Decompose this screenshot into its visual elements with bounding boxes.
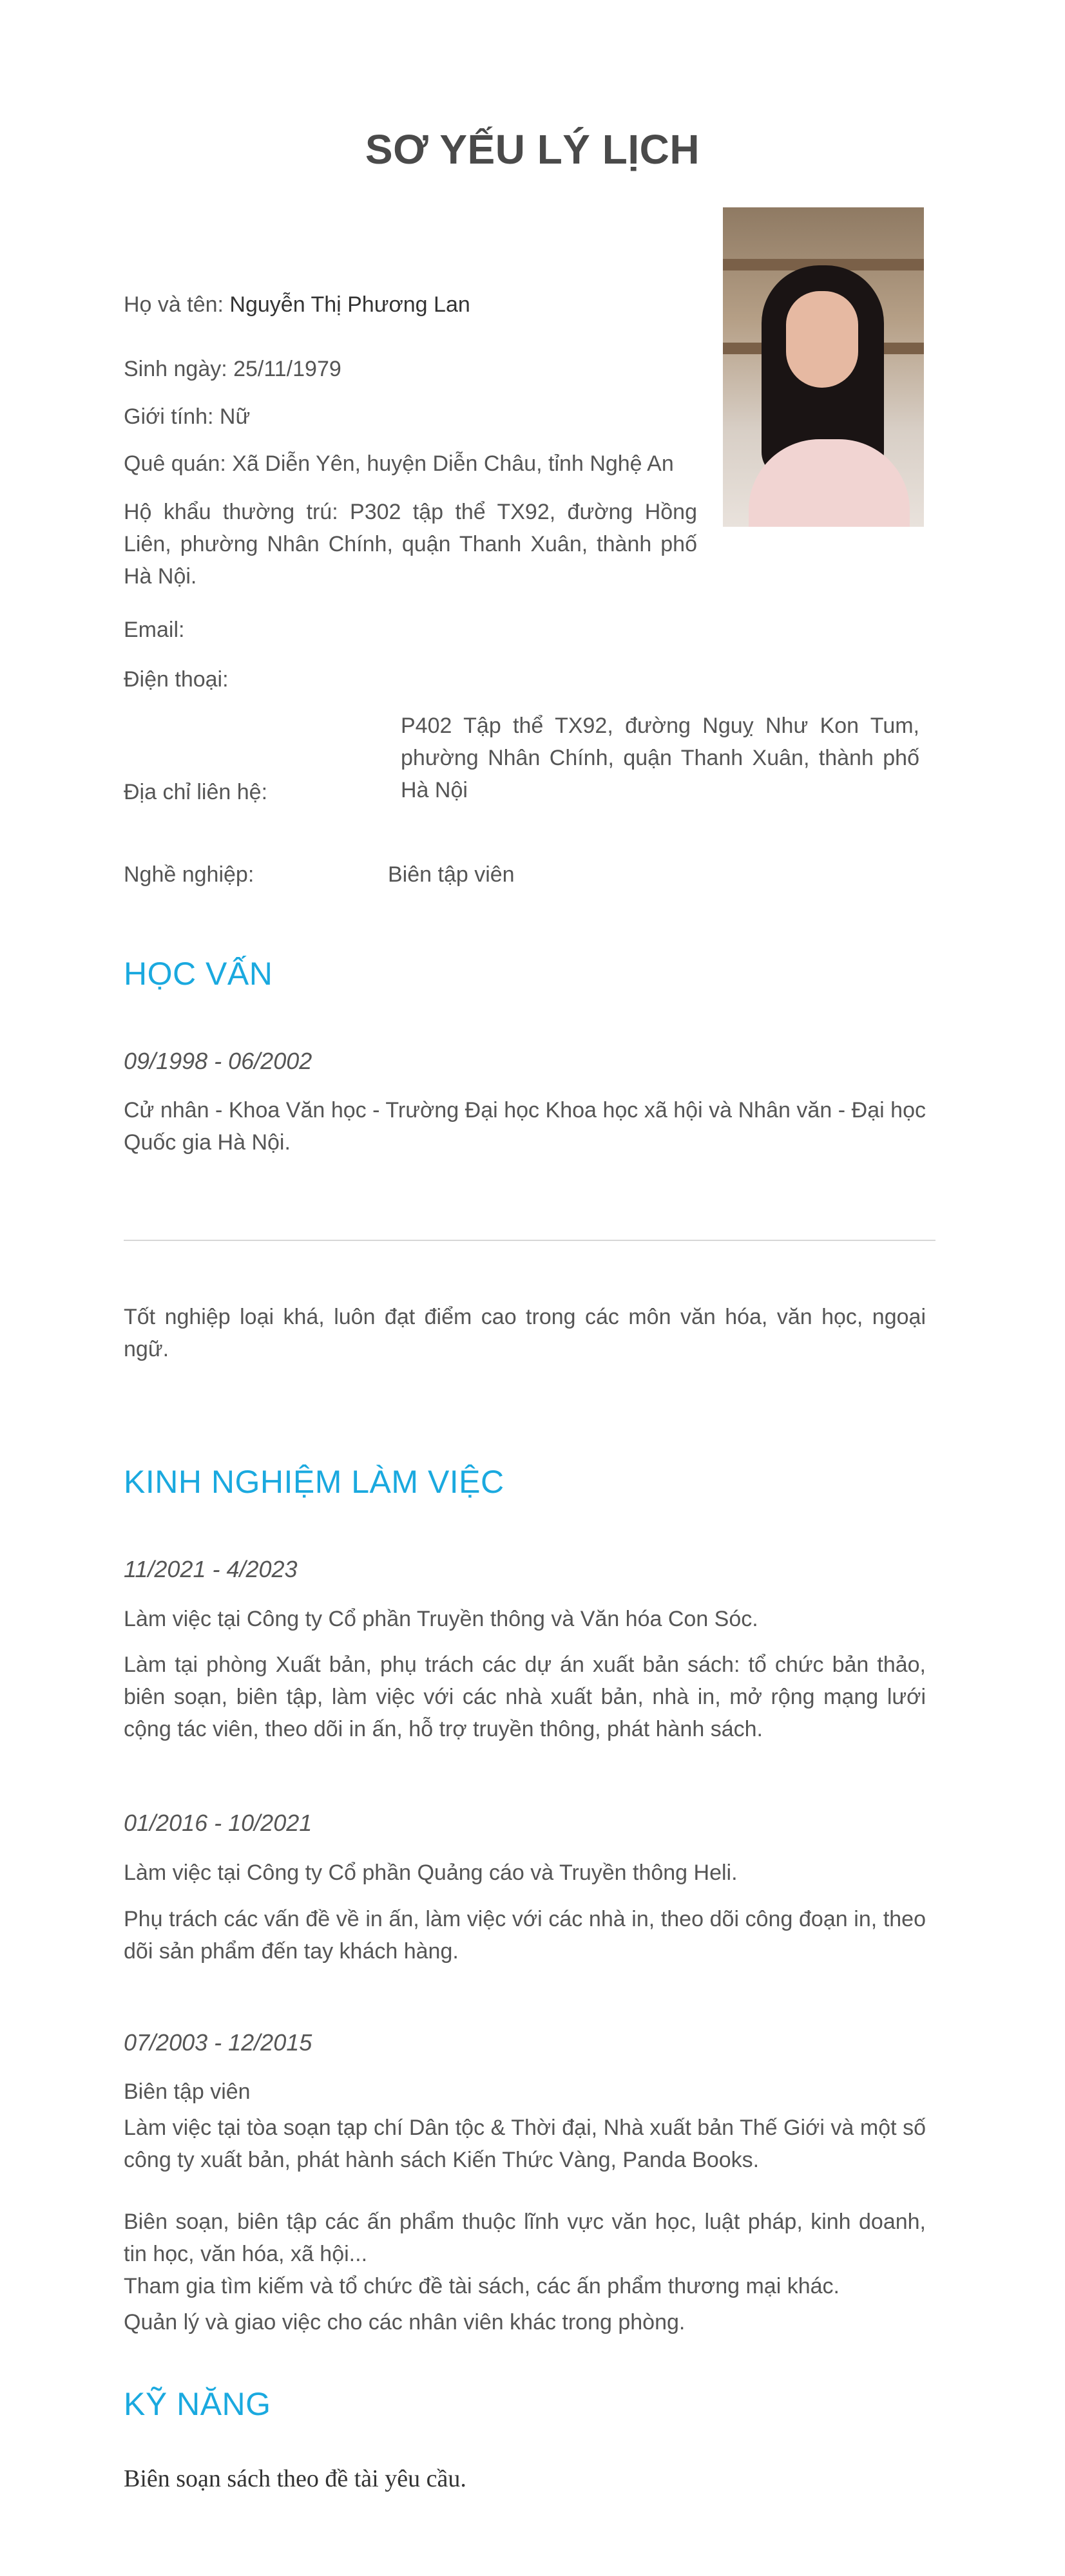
job-company: Làm việc tại Công ty Cổ phần Quảng cáo và Truyền thông Heli.	[124, 1861, 738, 1885]
name-value: Nguyễn Thị Phương Lan	[229, 292, 470, 317]
hometown-row: Quê quán: Xã Diễn Yên, huyện Diễn Châu, tỉnh Nghệ An	[124, 451, 674, 476]
name-label: Họ và tên:	[124, 292, 230, 317]
education-degree: Cử nhân - Khoa Văn học - Trường Đại học Khoa học xã hội và Nhân văn - Đại học Quốc gia Hà Nội.	[124, 1098, 926, 1155]
skill-item: Biên soạn sách theo đề tài yêu cầu.	[124, 2465, 466, 2492]
education-period: 09/1998 - 06/2002	[124, 1048, 312, 1074]
page-title: SƠ YẾU LÝ LỊCH	[365, 126, 700, 173]
job-company: Làm việc tại Công ty Cổ phần Truyền thông và Văn hóa Con Sóc.	[124, 1607, 758, 1631]
job-period: 07/2003 - 12/2015	[124, 2029, 312, 2056]
job-description: Làm việc tại tòa soạn tạp chí Dân tộc & Thời đại, Nhà xuất bản Thế Giới và một số công ty xuất bản, phát hành sách Kiến Thức Vàng, Panda Books.	[124, 2116, 926, 2172]
job-description: Quản lý và giao việc cho các nhân viên khác trong phòng.	[124, 2310, 686, 2334]
dob-row: Sinh ngày: 25/11/1979	[124, 357, 341, 381]
job-value: Biên tập viên	[388, 862, 515, 887]
section-divider	[124, 1240, 935, 1241]
job-description: Biên soạn, biên tập các ấn phẩm thuộc lĩnh vực văn học, luật pháp, kinh doanh, tin học, văn hóa, xã hội...	[124, 2210, 926, 2266]
education-note: Tốt nghiệp loại khá, luôn đạt điểm cao trong các môn văn hóa, văn học, ngoại ngữ.	[124, 1305, 926, 1361]
address-label: Địa chỉ liên hệ:	[124, 780, 268, 804]
profile-photo	[723, 207, 924, 527]
job-period: 11/2021 - 4/2023	[124, 1556, 298, 1582]
job-description: Làm tại phòng Xuất bản, phụ trách các dự án xuất bản sách: tổ chức bản thảo, biên soạn, biên tập, làm việc với các nhà xuất bản, nhà in, mở rộng mạng lưới cộng tác viên, theo dõi in ấn, hỗ trợ truyền thông, phát hành sách.	[124, 1653, 926, 1741]
address-value: P402 Tập thể TX92, đường Nguỵ Như Kon Tum, phường Nhân Chính, quận Thanh Xuân, thành phố Hà Nội	[401, 714, 919, 802]
job-period: 01/2016 - 10/2021	[124, 1810, 312, 1836]
education-heading: HỌC VẤN	[124, 956, 273, 992]
job-description: Phụ trách các vấn đề về in ấn, làm việc với các nhà in, theo dõi công đoạn in, theo dõi sản phẩm đến tay khách hàng.	[124, 1907, 926, 1964]
photo-face	[786, 291, 858, 388]
gender-row: Giới tính: Nữ	[124, 404, 251, 429]
name-row	[124, 289, 470, 321]
experience-heading: KINH NGHIỆM LÀM VIỆC	[124, 1464, 504, 1500]
job-description: Tham gia tìm kiếm và tổ chức đề tài sách, các ấn phẩm thương mại khác.	[124, 2274, 840, 2298]
residence-row: Hộ khẩu thường trú: P302 tập thể TX92, đường Hồng Liên, phường Nhân Chính, quận Thanh Xuân, thành phố Hà Nội.	[124, 500, 697, 589]
job-title: Biên tập viên	[124, 2079, 251, 2104]
email-label: Email:	[124, 618, 185, 642]
job-label: Nghề nghiệp:	[124, 862, 254, 887]
skills-heading: KỸ NĂNG	[124, 2386, 271, 2422]
phone-label: Điện thoại:	[124, 667, 229, 692]
